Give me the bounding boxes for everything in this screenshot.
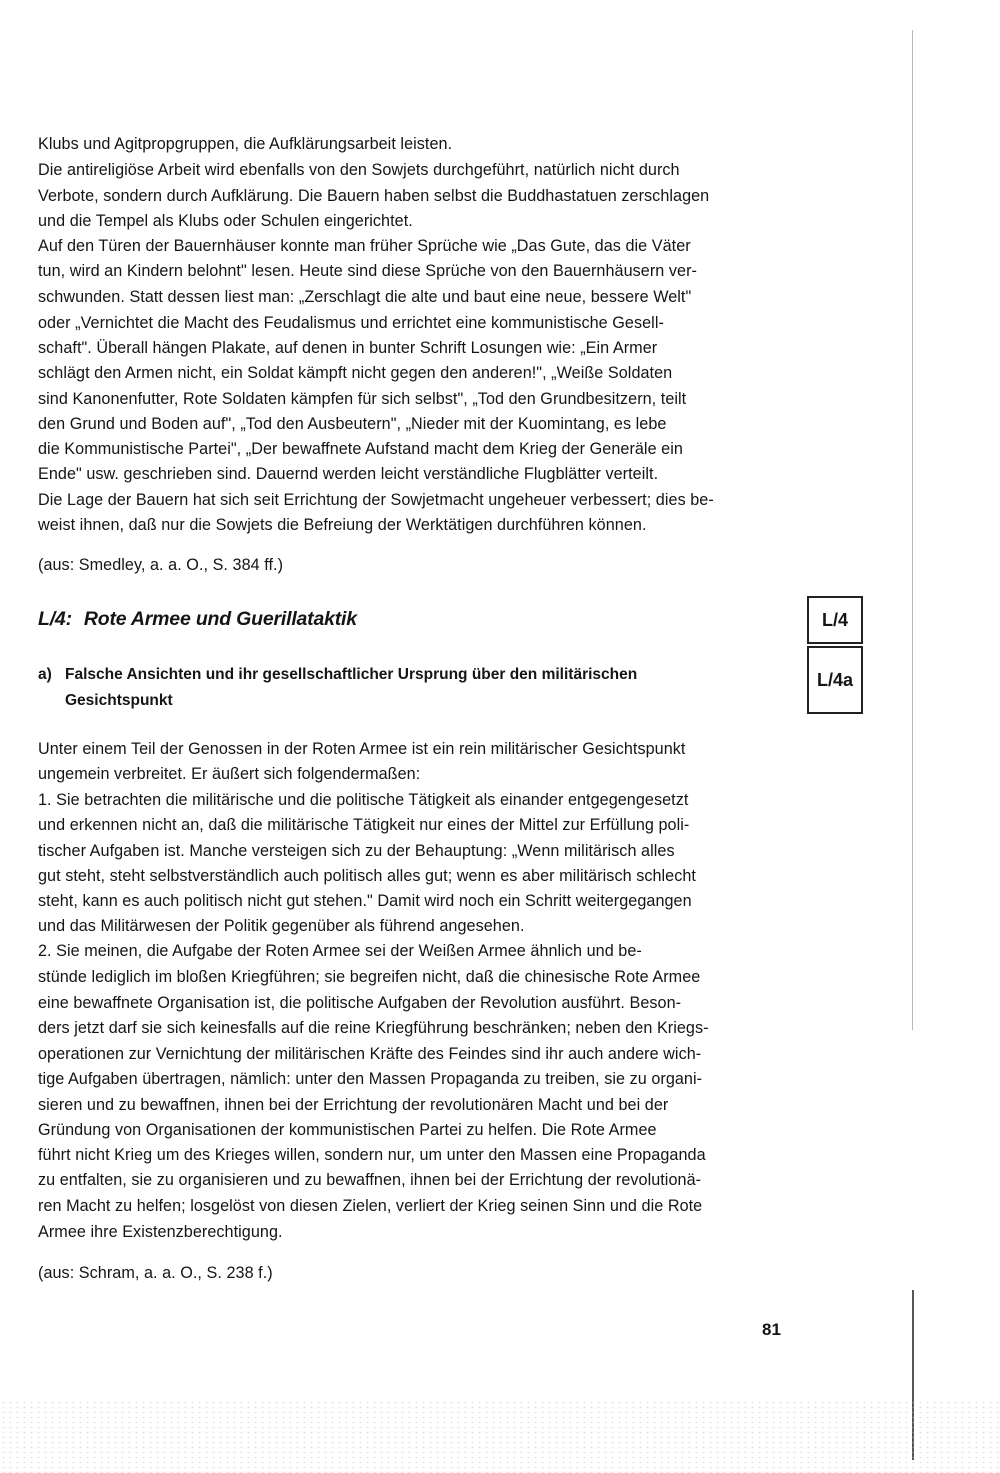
text-line: eine bewaffnete Organisation ist, die politische Aufgaben der Revolution ausführt. Beson-: [38, 994, 682, 1012]
page-number: 81: [762, 1320, 781, 1339]
text-line: Unter einem Teil der Genossen in der Roten Armee ist ein rein militärischer Gesichtspunkt: [38, 740, 686, 758]
text-line: die Kommunistische Partei", „Der bewaffnete Aufstand macht dem Krieg der Generäle ein: [38, 440, 683, 458]
text-line: tige Aufgaben übertragen, nämlich: unter den Massen Propaganda zu treiben, sie zu organi-: [38, 1070, 703, 1088]
text-line: sieren und zu bewaffnen, ihnen bei der Errichtung der revolutionären Macht und bei der: [38, 1096, 669, 1114]
margin-tag-l4a: L/4a: [807, 646, 863, 714]
section-number: L/4:: [38, 608, 72, 630]
text-line: Auf den Türen der Bauernhäuser konnte man früher Sprüche wie „Das Gute, das die Väter: [38, 237, 691, 255]
text-line: ungemein verbreitet. Er äußert sich folgendermaßen:: [38, 765, 421, 783]
text-line: 2. Sie meinen, die Aufgabe der Roten Armee sei der Weißen Armee ähnlich und be-: [38, 942, 642, 960]
text-line: sind Kanonenfutter, Rote Soldaten kämpfen für sich selbst", „Tod den Grundbesitzern, teilt: [38, 390, 687, 408]
source-citation-2: (aus: Schram, a. a. O., S. 238 f.): [38, 1264, 273, 1282]
text-line: führt nicht Krieg um des Krieges willen, sondern nur, um unter den Massen eine Propaganda: [38, 1146, 706, 1164]
text-line: den Grund und Boden auf", „Tod den Ausbeutern", „Nieder mit der Kuomintang, es lebe: [38, 415, 667, 433]
text-line: Verbote, sondern durch Aufklärung. Die Bauern haben selbst die Buddhastatuen zerschlagen: [38, 187, 710, 205]
text-line: operationen zur Vernichtung der militärischen Kräfte des Feindes sind ihr auch andere wich-: [38, 1045, 702, 1063]
text-line: weist ihnen, daß nur die Sowjets die Befreiung der Werktätigen durchführen können.: [38, 516, 647, 534]
subheading-line-1: Falsche Ansichten und ihr gesellschaftlicher Ursprung über den militärischen: [65, 666, 638, 683]
text-line: gut steht, steht selbstverständlich auch politisch alles gut; wenn es aber militärisch schlecht: [38, 867, 696, 885]
scan-edge-line: [912, 30, 913, 1030]
text-line: und das Militärwesen der Politik gegenüber als führend angesehen.: [38, 917, 525, 935]
subheading-marker: a): [38, 666, 52, 683]
subheading-line-2: Gesichtspunkt: [65, 692, 173, 709]
text-line: Armee ihre Existenzberechtigung.: [38, 1223, 283, 1241]
text-line: steht, kann es auch politisch nicht gut stehen." Damit wird noch ein Schritt weitergegangen: [38, 892, 692, 910]
text-line: 1. Sie betrachten die militärische und die politische Tätigkeit als einander entgegengesetzt: [38, 791, 689, 809]
text-line: ren Macht zu helfen; losgelöst von diesen Zielen, verliert der Krieg seinen Sinn und die Rote: [38, 1197, 703, 1215]
text-line: und erkennen nicht an, daß die militärische Tätigkeit nur eines der Mittel zur Erfüllung poli-: [38, 816, 690, 834]
text-line: stünde lediglich im bloßen Kriegführen; sie begreifen nicht, daß die chinesische Rote Armee: [38, 968, 701, 986]
text-line: Klubs und Agitpropgruppen, die Aufklärungsarbeit leisten.: [38, 135, 453, 153]
text-line: Die Lage der Bauern hat sich seit Errichtung der Sowjetmacht ungeheuer verbessert; dies be-: [38, 491, 714, 509]
text-line: zu entfalten, sie zu organisieren und zu bewaffnen, ihnen bei der Errichtung der revolutionä-: [38, 1171, 702, 1189]
section-title: Rote Armee und Guerillataktik: [83, 608, 357, 630]
text-line: ders jetzt darf sie sich keinesfalls auf die reine Kriegführung beschränken; neben den Kriegs-: [38, 1019, 709, 1037]
text-line: schaft". Überall hängen Plakate, auf denen in bunter Schrift Losungen wie: „Ein Armer: [38, 339, 658, 357]
section-heading: [38, 608, 357, 631]
text-line: schwunden. Statt dessen liest man: „Zerschlagt die alte und baut eine neue, bessere Welt": [38, 288, 692, 306]
text-line: tischer Aufgaben ist. Manche versteigen sich zu der Behauptung: „Wenn militärisch alles: [38, 842, 675, 860]
text-line: oder „Vernichtet die Macht des Feudalismus und errichtet eine kommunistische Gesell-: [38, 314, 664, 332]
text-line: und die Tempel als Klubs oder Schulen eingerichtet.: [38, 212, 413, 230]
source-citation-1: (aus: Smedley, a. a. O., S. 384 ff.): [38, 556, 284, 574]
margin-tag-l4: L/4: [807, 596, 863, 644]
text-line: Die antireligiöse Arbeit wird ebenfalls von den Sowjets durchgeführt, natürlich nicht durch: [38, 161, 680, 179]
text-line: Gründung von Organisationen der kommunistischen Partei zu helfen. Die Rote Armee: [38, 1121, 657, 1139]
scan-speckle: [0, 1400, 1000, 1473]
text-line: tun, wird an Kindern belohnt" lesen. Heute sind diese Sprüche von den Bauernhäusern ver-: [38, 262, 697, 280]
text-line: schlägt den Armen nicht, ein Soldat kämpft nicht gegen den anderen!", „Weiße Soldaten: [38, 364, 673, 382]
text-line: Ende" usw. geschrieben sind. Dauernd werden leicht verständliche Flugblätter verteilt.: [38, 465, 659, 483]
